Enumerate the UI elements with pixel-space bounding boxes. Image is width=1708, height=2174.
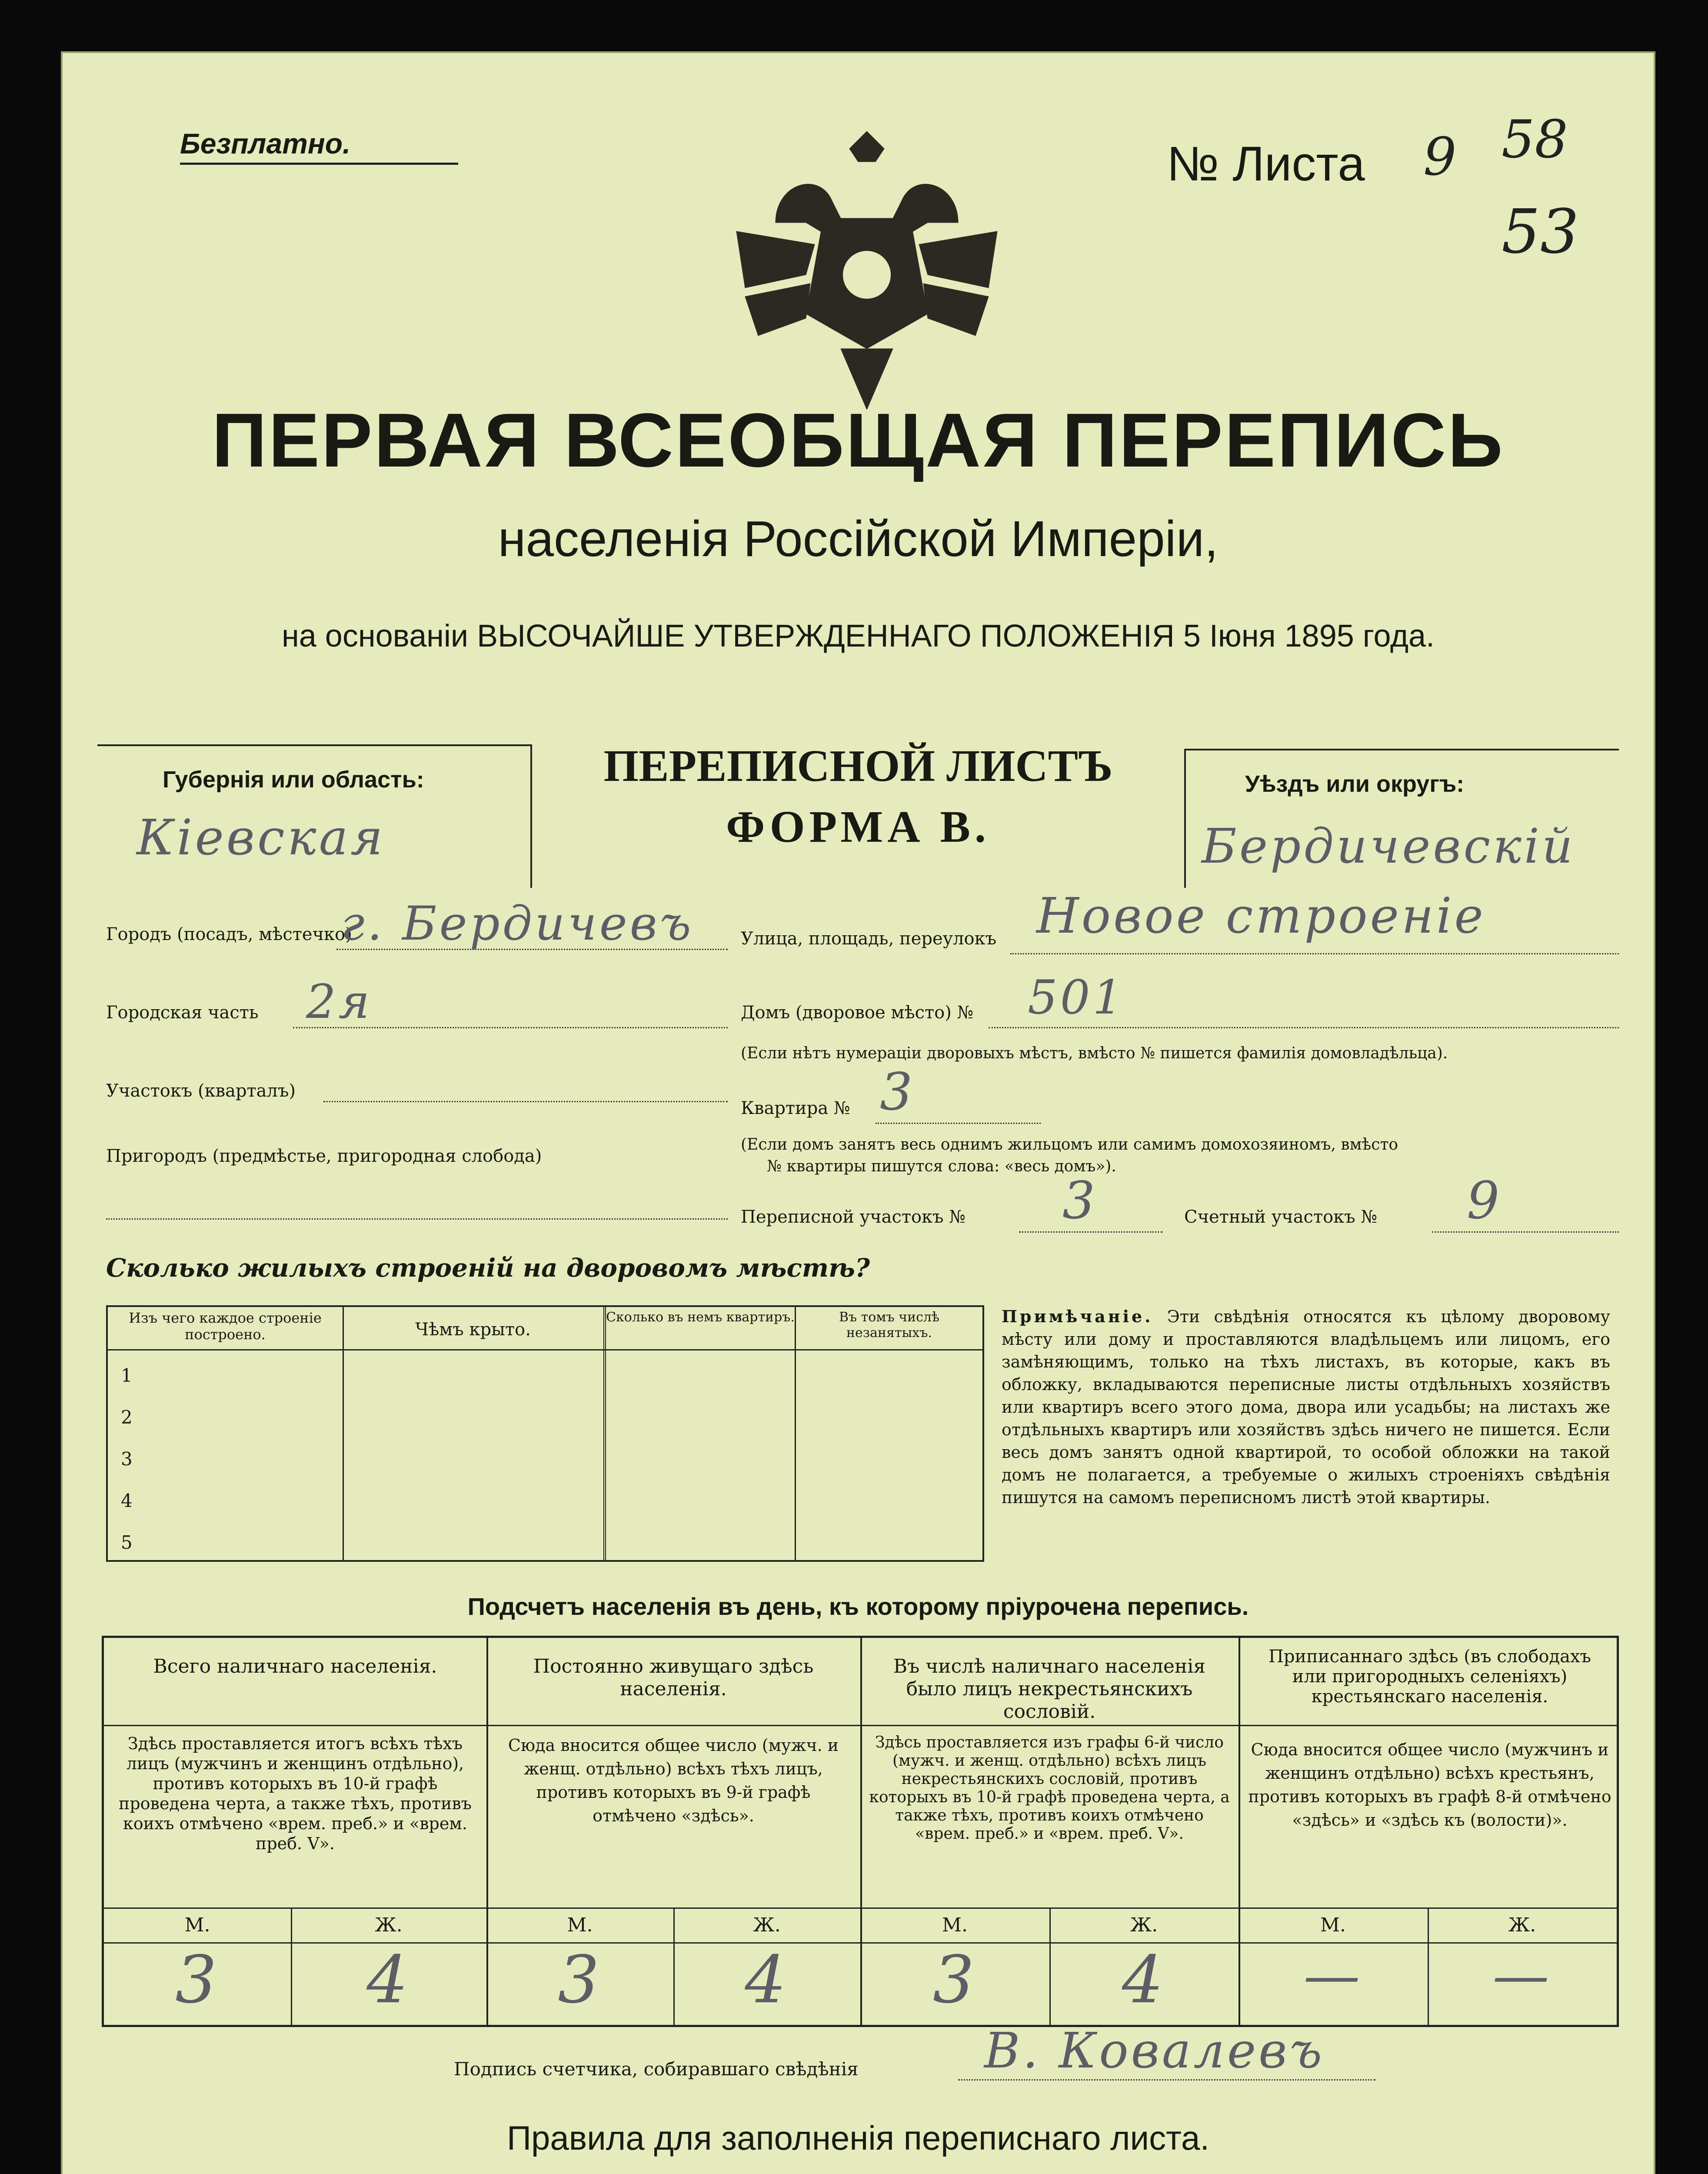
tally-col2-f-value: 4	[745, 1942, 789, 2018]
tally-col4-m-value: —	[1303, 1942, 1363, 2008]
tally-col4-f-value: —	[1492, 1942, 1552, 2008]
tally-col3-desc: Здѣсь проставляется изъ графы 6-й число (мужч. и женщ. отдѣльно) всѣхъ лицъ некрестьянскихъ сословій, противъ которыхъ въ 10-й графѣ проведена черта, а также тѣхъ, противъ коихъ отмѣчено «врем. преб.» и «врем. преб. V».	[869, 1734, 1230, 1843]
apartment-value: 3	[880, 1062, 916, 1122]
buildings-row: 2	[121, 1407, 133, 1428]
tally-head-rule	[104, 1725, 1617, 1726]
buildings-col-material: Изъ чего каждое строеніе построено.	[129, 1310, 322, 1343]
buildings-row: 4	[121, 1490, 133, 1511]
free-label: Безплатно.	[180, 127, 351, 160]
tally-table	[102, 1636, 1619, 2027]
tally-col1-m-label: М.	[184, 1914, 210, 1936]
census-district-line	[1019, 1231, 1162, 1233]
province-value: Кіевская	[137, 810, 386, 866]
city-part-label: Городская часть	[106, 1003, 259, 1023]
house-label: Домъ (дворовое мѣсто) №	[741, 1003, 974, 1023]
tally-desc-rule	[104, 1907, 1617, 1909]
street-value: Новое строеніе	[1036, 888, 1486, 944]
subtitle: населенія Россійской Имперіи,	[498, 510, 1219, 567]
census-district-value: 3	[1062, 1170, 1098, 1230]
signature-line	[958, 2079, 1375, 2081]
tally-col3-m-label: М.	[942, 1914, 968, 1936]
buildings-row-numbers	[121, 1355, 133, 1564]
buildings-row: 3	[121, 1448, 133, 1470]
tally-col1-desc: Здѣсь проставляется итогъ всѣхъ тѣхъ лицъ (мужчинъ и женщинъ отдѣльно), противъ которыхъ въ 10-й графѣ проведена черта, а также тѣхъ, противъ коихъ отмѣчено «врем. преб.» и «врем. преб. V».	[119, 1734, 472, 1853]
buildings-col-apartments: Сколько въ немъ квартиръ.	[606, 1310, 795, 1325]
sheet-number-label: № Листа	[1167, 137, 1365, 191]
house-line	[989, 1027, 1619, 1028]
tally-col2-m-value: 3	[558, 1942, 602, 2018]
apartment-label: Квартира №	[741, 1098, 850, 1118]
signature-value: В. Ковалевъ	[984, 2023, 1325, 2079]
tally-col1-f-value: 4	[366, 1942, 411, 2018]
buildings-table	[106, 1305, 984, 1562]
legal-basis: на основаніи ВЫСОЧАЙШЕ УТВЕРЖДЕННАГО ПОЛОЖЕНІЯ 5 Іюня 1895 года.	[281, 619, 1435, 654]
district-value: Бердичевскій	[1202, 818, 1575, 874]
buildings-col-roof: Чѣмъ крыто.	[415, 1320, 531, 1340]
tally-col3-f-label: Ж.	[1130, 1914, 1158, 1936]
buildings-note-text: Эти свѣдѣнія относятся къ цѣлому дворовому мѣсту или дому и проставляются владѣльцемъ или лицомъ, его замѣняющимъ, только на тѣхъ листахъ, въ которые, какъ въ обложку, вкладываются переписные листы отдѣльныхъ хозяйствъ или квартиръ всего этого дома, двора или усадьбы; на листахъ же отдѣльныхъ квартиръ или хозяйствъ здѣсь ничего не пишется. Если весь домъ занятъ одной квартирой, то особой обложки на такой домъ не полагается, а требуемые о жилыхъ строеніяхъ свѣдѣнія пишутся на самомъ переписномъ листѣ этой квартиры.	[1002, 1307, 1610, 1507]
buildings-note	[1002, 1305, 1610, 1509]
census-district-label: Переписной участокъ №	[741, 1207, 966, 1227]
double-headed-eagle-emblem	[719, 131, 1015, 410]
tally-col2-desc: Сюда вносится общее число (мужч. и женщ. отдѣльно) всѣхъ тѣхъ лицъ, противъ которыхъ въ 9-й графѣ отмѣчено «здѣсь».	[508, 1736, 839, 1825]
buildings-col-vacant: Въ томъ числѣ незанятыхъ.	[839, 1310, 940, 1340]
tally-col4-desc: Сюда вносится общее число (мужчинъ и женщинъ отдѣльно) всѣхъ крестьянъ, противъ которыхъ въ графѣ 8-й отмѣчено «здѣсь» и «здѣсь къ (волости)».	[1248, 1740, 1611, 1830]
main-title: ПЕРВАЯ ВСЕОБЩАЯ ПЕРЕПИСЬ	[212, 398, 1505, 483]
apartment-note-1: (Если домъ занятъ весь однимъ жильцомъ или самимъ домохозяиномъ, вмѣсто	[741, 1136, 1398, 1154]
census-sheet	[61, 51, 1655, 2174]
suburb-line	[106, 1218, 728, 1220]
signature-label: Подпись счетчика, собиравшаго свѣдѣнія	[454, 2058, 859, 2080]
form-list-title: ПЕРЕПИСНОЙ ЛИСТЪ	[603, 741, 1113, 791]
rules-title: Правила для заполненія переписнаго листа.	[506, 2119, 1210, 2157]
tally-col4-f-label: Ж.	[1508, 1914, 1536, 1936]
tally-col4-m-label: М.	[1320, 1914, 1346, 1936]
city-value: г. Бердичевъ	[341, 897, 694, 951]
suburb-label: Пригородъ (предмѣстье, пригородная слобода)	[106, 1146, 542, 1166]
sheet-number-value: 9	[1423, 127, 1457, 187]
count-district-line	[1432, 1231, 1619, 1233]
tally-title: Подсчетъ населенія въ день, къ которому пріурочена перепись.	[467, 1593, 1249, 1620]
house-note: (Если нѣтъ нумераціи дворовыхъ мѣстъ, вмѣсто № пишется фамилія домовладѣльца).	[741, 1044, 1448, 1062]
tally-col1-head: Всего наличнаго населенія.	[153, 1655, 437, 1677]
tally-col1-m-value: 3	[175, 1942, 220, 2018]
count-district-label: Счетный участокъ №	[1184, 1207, 1378, 1227]
tally-col3-f-value: 4	[1122, 1942, 1166, 2018]
count-district-value: 9	[1467, 1170, 1502, 1230]
apartment-line	[876, 1123, 1041, 1124]
precinct-line	[323, 1101, 728, 1102]
buildings-note-title: Примѣчаніе.	[1002, 1307, 1153, 1326]
sheet-number-extra-1: 58	[1502, 110, 1568, 170]
city-part-value: 2я	[306, 975, 373, 1029]
buildings-divider-1	[343, 1307, 344, 1560]
tally-col3-m-value: 3	[932, 1942, 977, 2018]
tally-col2-m-label: М.	[567, 1914, 593, 1936]
precinct-label: Участокъ (кварталъ)	[106, 1081, 296, 1101]
district-label: Уѣздъ или округъ:	[1245, 771, 1465, 797]
form-name: ФОРМА В.	[726, 802, 990, 852]
sheet-number-extra-2: 53	[1502, 197, 1579, 267]
buildings-divider-3	[795, 1307, 796, 1560]
buildings-row: 1	[121, 1365, 133, 1386]
buildings-question: Сколько жилыхъ строеній на дворовомъ мѣстѣ?	[106, 1253, 870, 1283]
free-underline	[180, 163, 458, 165]
tally-col2-head: Постоянно живущаго здѣсь населенія.	[533, 1655, 814, 1700]
house-value: 501	[1028, 970, 1125, 1025]
tally-col4-head: Приписаннаго здѣсь (въ слободахъ или пригородныхъ селеніяхъ) крестьянскаго населенія.	[1269, 1647, 1591, 1707]
buildings-row: 5	[121, 1532, 133, 1553]
apartment-note-2: № квартиры пишутся слова: «весь домъ»).	[767, 1157, 1116, 1175]
buildings-divider-2	[603, 1307, 606, 1560]
street-label: Улица, площадь, переулокъ	[741, 929, 997, 949]
tally-col1-f-label: Ж.	[375, 1914, 403, 1936]
tally-col3-head: Въ числѣ наличнаго населенія было лицъ некрестьянскихъ сословій.	[893, 1655, 1206, 1723]
tally-col2-f-label: Ж.	[753, 1914, 781, 1936]
province-label: Губернія или область:	[163, 767, 424, 793]
street-line	[1010, 953, 1619, 954]
city-label: Городъ (посадъ, мѣстечко)	[106, 924, 352, 944]
